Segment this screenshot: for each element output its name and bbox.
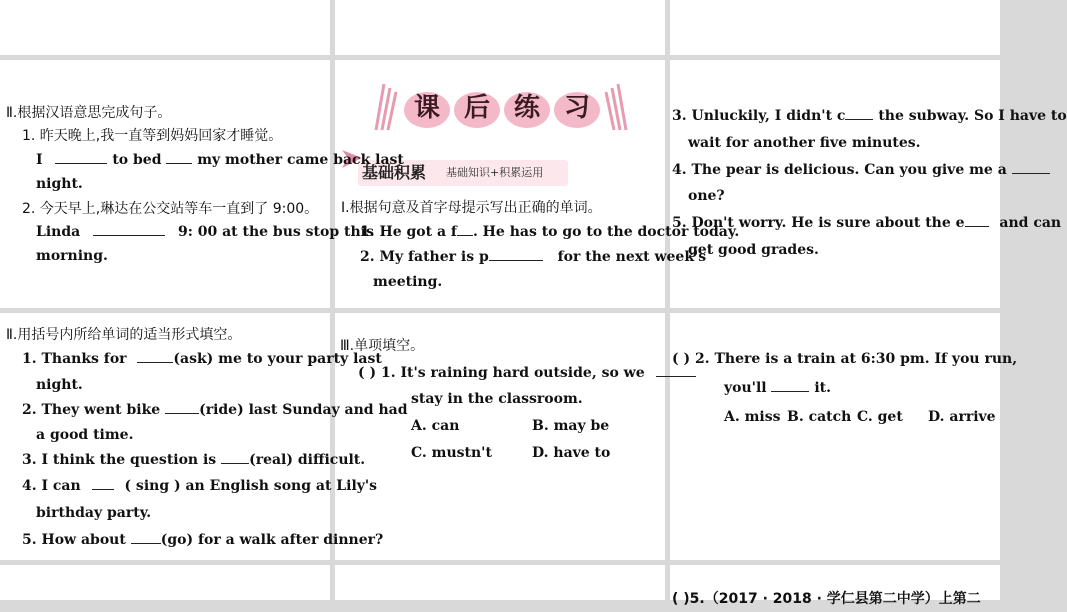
tl-q1-line (36, 147, 404, 173)
tl-q2-b: 9: 00 at the bus stop this (177, 224, 374, 240)
tr-q3-line (672, 103, 1067, 129)
panel-top-strip-left (0, 0, 330, 55)
br-partial-question: ( )5.（2017 · 2018 · 学仁县第二中学）上第二 (672, 591, 981, 607)
ml-q2-a: 2. They went bike (22, 402, 161, 418)
ml-q1-blank[interactable] (137, 348, 173, 363)
title-char-3: 练 (513, 93, 540, 123)
mr-q2-line (672, 346, 1017, 372)
title-char-1: 课 (413, 93, 440, 123)
mm-opt-a[interactable]: A. can (411, 418, 460, 434)
tl-q2-a: Linda (36, 224, 81, 240)
ml-q4-b: ( sing ) an English song at Lily's (124, 478, 378, 494)
tl-q1-d: night. (36, 176, 83, 192)
mr-opt-a[interactable]: A. miss (724, 409, 781, 425)
panel-top-strip-right (670, 0, 1000, 55)
title-decor-left-icon (372, 78, 402, 134)
badge-sub-label: 基础知识+积累运用 (446, 166, 544, 179)
tm-q2-cont: meeting. (373, 274, 443, 290)
ml-q3-a: 3. I think the question is (22, 452, 217, 468)
ml-q5-a: 5. How about (22, 532, 126, 548)
tr-q4-blank[interactable] (1012, 159, 1050, 174)
mm-q1-paren[interactable]: ( ) (358, 365, 377, 381)
mm-q1-b: stay in the classroom. (411, 391, 583, 407)
tr-q5-line (672, 210, 1061, 236)
tl-q2-c: morning. (36, 248, 108, 264)
tr-q3-b: the subway. So I have to (878, 108, 1067, 124)
tl-q1-cn: 1. 昨天晚上,我一直等到妈妈回家才睡觉。 (22, 128, 283, 144)
ml-q2-b: (ride) last Sunday and had (199, 402, 408, 418)
ml-q1-a: 1. Thanks for (22, 351, 127, 367)
tm-q1-b: . He has to go to the doctor today. (472, 224, 740, 240)
ml-q3-blank[interactable] (221, 449, 249, 464)
mm-opt-b[interactable]: B. may be (532, 418, 610, 434)
lesson-title-banner (372, 78, 630, 134)
mm-q1-line (358, 360, 696, 386)
tl-heading: Ⅱ.根据汉语意思完成句子。 (6, 105, 172, 121)
ml-q4-blank[interactable] (92, 475, 114, 490)
tl-q1-c: my mother came back last (197, 152, 404, 168)
tm-q2-a: 2. My father is p (360, 249, 489, 265)
ml-q4-c: birthday party. (36, 505, 152, 521)
tm-q2-b: for the next week's (557, 249, 707, 265)
mm-q1-a: 1. It's raining hard outside, so we (381, 365, 645, 381)
tr-q3-blank[interactable] (845, 105, 873, 120)
mr-q2-a: 2. There is a train at 6:30 pm. If you run, (695, 351, 1018, 367)
ml-heading: Ⅱ.用括号内所给单词的适当形式填空。 (6, 327, 242, 343)
mm-opt-c[interactable]: C. mustn't (411, 445, 492, 461)
mr-q2-line2 (724, 375, 831, 401)
tr-q3-c: wait for another five minutes. (688, 135, 921, 151)
tl-q2-blank[interactable] (93, 221, 165, 236)
tm-q2-blank[interactable] (489, 246, 543, 261)
ml-q3-b: (real) difficult. (249, 452, 366, 468)
tl-q2-cn: 2. 今天早上,琳达在公交站等车一直到了 9:00。 (22, 201, 319, 217)
mr-opt-d[interactable]: D. arrive (928, 409, 996, 425)
title-char-4: 习 (563, 93, 590, 123)
panel-bottom-left (0, 565, 330, 600)
ml-q2-c: a good time. (36, 427, 134, 443)
mr-q2-blank[interactable] (771, 377, 809, 392)
tl-q1-b: to bed (112, 152, 162, 168)
mr-opt-c[interactable]: C. get (857, 409, 903, 425)
ml-q5-line (22, 527, 383, 553)
title-char-2: 后 (463, 93, 490, 123)
ml-q1-b: (ask) me to your party last (173, 351, 382, 367)
ml-q2-blank[interactable] (165, 399, 199, 414)
ml-q3-line (22, 447, 365, 473)
mr-q2-paren[interactable]: ( ) (672, 351, 691, 367)
tr-q5-b: and can (999, 215, 1062, 231)
tl-q1-blank2[interactable] (166, 149, 192, 164)
mr-q2-b: you'll (724, 380, 767, 396)
tr-q4-a: 4. The pear is delicious. Can you give me a (672, 162, 1007, 178)
mm-opt-d[interactable]: D. have to (532, 445, 611, 461)
tm-q1-blank[interactable] (457, 221, 473, 236)
panel-bottom-middle (335, 565, 665, 600)
tr-q5-c: get good grades. (688, 242, 819, 258)
ml-q5-b: (go) for a walk after dinner? (160, 532, 384, 548)
tr-q3-a: 3. Unluckily, I didn't c (672, 108, 846, 124)
title-decor-right-icon (600, 78, 630, 134)
ml-q4-a: 4. I can (22, 478, 81, 494)
tl-q2-line (36, 219, 374, 245)
tl-q1-blank1[interactable] (55, 149, 107, 164)
tr-q4-line (672, 157, 1050, 183)
ml-q2-line (22, 397, 408, 423)
tm-q1-a: 1. He got a f (360, 224, 457, 240)
mm-heading: Ⅲ.单项填空。 (340, 338, 425, 354)
panel-top-strip-middle (335, 0, 665, 55)
ml-q4-line (22, 473, 377, 499)
ml-q5-blank[interactable] (131, 529, 161, 544)
tl-q1-a: I (36, 152, 43, 168)
ml-q1-line (22, 346, 382, 372)
ml-q1-c: night. (36, 377, 83, 393)
tr-q5-a: 5. Don't worry. He is sure about the e (672, 215, 965, 231)
mr-q2-c: it. (814, 380, 831, 396)
section1-heading: Ⅰ.根据句意及首字母提示写出正确的单词。 (341, 200, 602, 216)
mr-opt-b[interactable]: B. catch (787, 409, 852, 425)
tr-q5-blank[interactable] (965, 212, 989, 227)
badge-main-label: 基础积累 (362, 163, 427, 182)
tm-q2 (360, 244, 706, 270)
tr-q4-b: one? (688, 188, 725, 204)
